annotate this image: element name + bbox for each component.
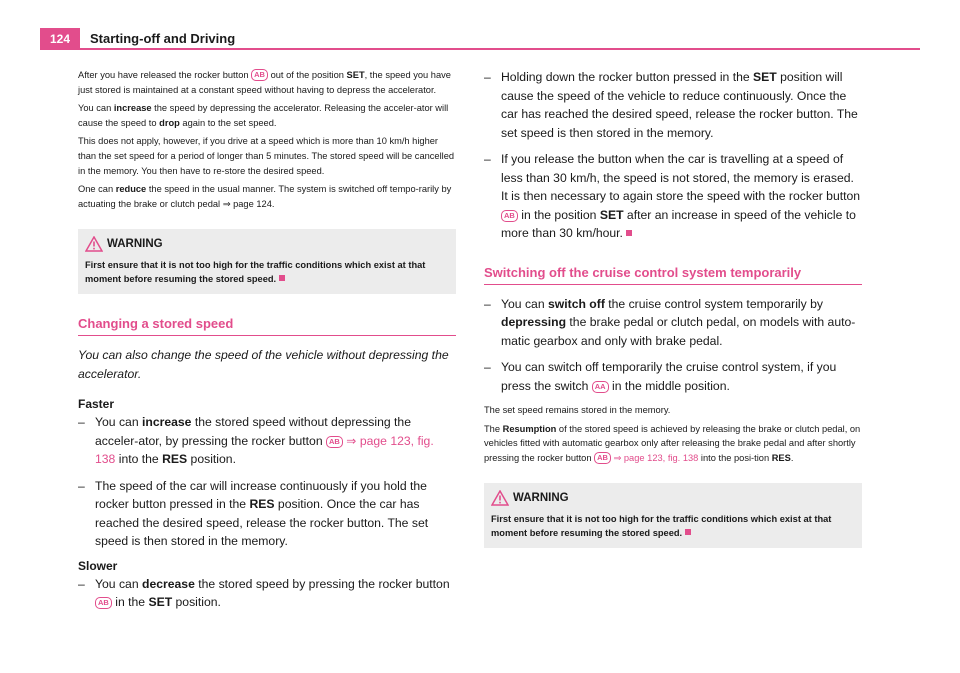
list-item: – You can switch off the cruise control system temporarily by depressing the brake pedal or clutch pedal, on models with auto-matic gearbox and only with brake pedal. bbox=[484, 296, 856, 348]
paragraph: One can reduce the speed in the usual manner. The system is switched off tempo-rarily by actuating the brake or clutch pedal ⇒ page 124. bbox=[78, 184, 452, 209]
section-heading: Switching off the cruise control system temporarily bbox=[484, 265, 862, 285]
list-item: – Holding down the rocker button pressed in the SET position will cause the speed of the vehicle to reduce continuously. Once the car has reached the desired speed, release the rocker button. The set speed is then stored in the memory. bbox=[484, 70, 858, 140]
paragraph: You can increase the speed by depressing the accelerator. Releasing the acceler-ator will cause the speed to drop again to the set speed. bbox=[78, 103, 449, 128]
list-item: – You can decrease the stored speed by pressing the rocker button AB in the SET position. bbox=[78, 576, 450, 610]
page-header bbox=[40, 28, 920, 50]
list-item: – You can switch off temporarily the cruise control system, if you press the switch AA in the middle position. bbox=[484, 360, 837, 393]
button-ref-badge: AA bbox=[592, 381, 609, 393]
button-ref-badge: AB bbox=[326, 436, 343, 448]
paragraph: After you have released the rocker button AB out of the position SET, the speed you have just stored is maintained at a constant speed without having to depress the accelerator. bbox=[78, 70, 451, 95]
left-column bbox=[78, 68, 456, 620]
paragraph: The Resumption of the stored speed is achieved by releasing the brake or clutch pedal, on vehicles fitted with automatic gearbox only after releasing the brake pedal and after shortly pressing the rocker button AB ⇒ page 123, fig. 138 into the posi-tion RES. bbox=[484, 423, 861, 463]
warning-box bbox=[484, 483, 862, 548]
button-ref-badge: AB bbox=[95, 597, 112, 609]
button-ref-badge: AB bbox=[501, 210, 518, 222]
warning-triangle-icon bbox=[85, 236, 103, 252]
header-rule bbox=[40, 48, 920, 50]
button-ref-badge: AB bbox=[594, 452, 611, 464]
page-number: 124 bbox=[40, 28, 80, 50]
warning-box bbox=[78, 229, 456, 294]
subheading-faster: Faster bbox=[78, 397, 115, 412]
section-heading: Changing a stored speed bbox=[78, 316, 456, 336]
subheading-slower: Slower bbox=[78, 558, 118, 573]
figure-link[interactable]: ⇒ page 123, fig. 138 bbox=[95, 433, 434, 467]
paragraph: The set speed remains stored in the memory. bbox=[484, 405, 671, 415]
list-item: – You can increase the stored speed without depressing the acceler-ator, by pressing the rocker button AB ⇒ page 123, fig. 138 into the RES position. bbox=[78, 415, 434, 467]
figure-link[interactable]: ⇒ page 123, fig. 138 bbox=[613, 452, 699, 463]
section-end-icon bbox=[626, 230, 632, 236]
section-end-icon bbox=[685, 529, 691, 535]
paragraph: This does not apply, however, if you drive at a speed which is more than 10 km/h higher than the set speed for a period of longer than 5 minutes. The stored speed will be cancelled in the memory. You then have to re-store the desired speed. bbox=[78, 136, 455, 176]
right-column bbox=[484, 68, 862, 548]
chapter-title: Starting-off and Driving bbox=[90, 31, 236, 46]
warning-text: First ensure that it is not too high for the traffic conditions which exist at that moment before resuming the stored speed. bbox=[85, 260, 426, 285]
section-intro: You can also change the speed of the vehicle without depressing the accelerator. bbox=[78, 348, 449, 381]
list-item: – If you release the button when the car is travelling at a speed of less than 30 km/h, the speed is not stored, the memory is erased. It is then necessary to again store the speed with the rocker button AB in the position SET after an increase in speed of the vehicle to more than 30 km/hour. bbox=[484, 152, 861, 240]
warning-text: First ensure that it is not too high for the traffic conditions which exist at that moment before resuming the stored speed. bbox=[491, 514, 832, 539]
warning-heading: WARNING bbox=[85, 236, 449, 252]
section-end-icon bbox=[279, 275, 285, 281]
warning-heading: WARNING bbox=[491, 490, 855, 506]
button-ref-badge: AB bbox=[251, 69, 268, 81]
list-item: – The speed of the car will increase continuously if you hold the rocker button pressed in the RES position. Once the car has reached the desired speed, release the rocker button. The set speed is then stored in the memory. bbox=[78, 478, 429, 549]
page-link[interactable]: ⇒ page 124. bbox=[222, 198, 275, 209]
warning-triangle-icon bbox=[491, 490, 509, 506]
